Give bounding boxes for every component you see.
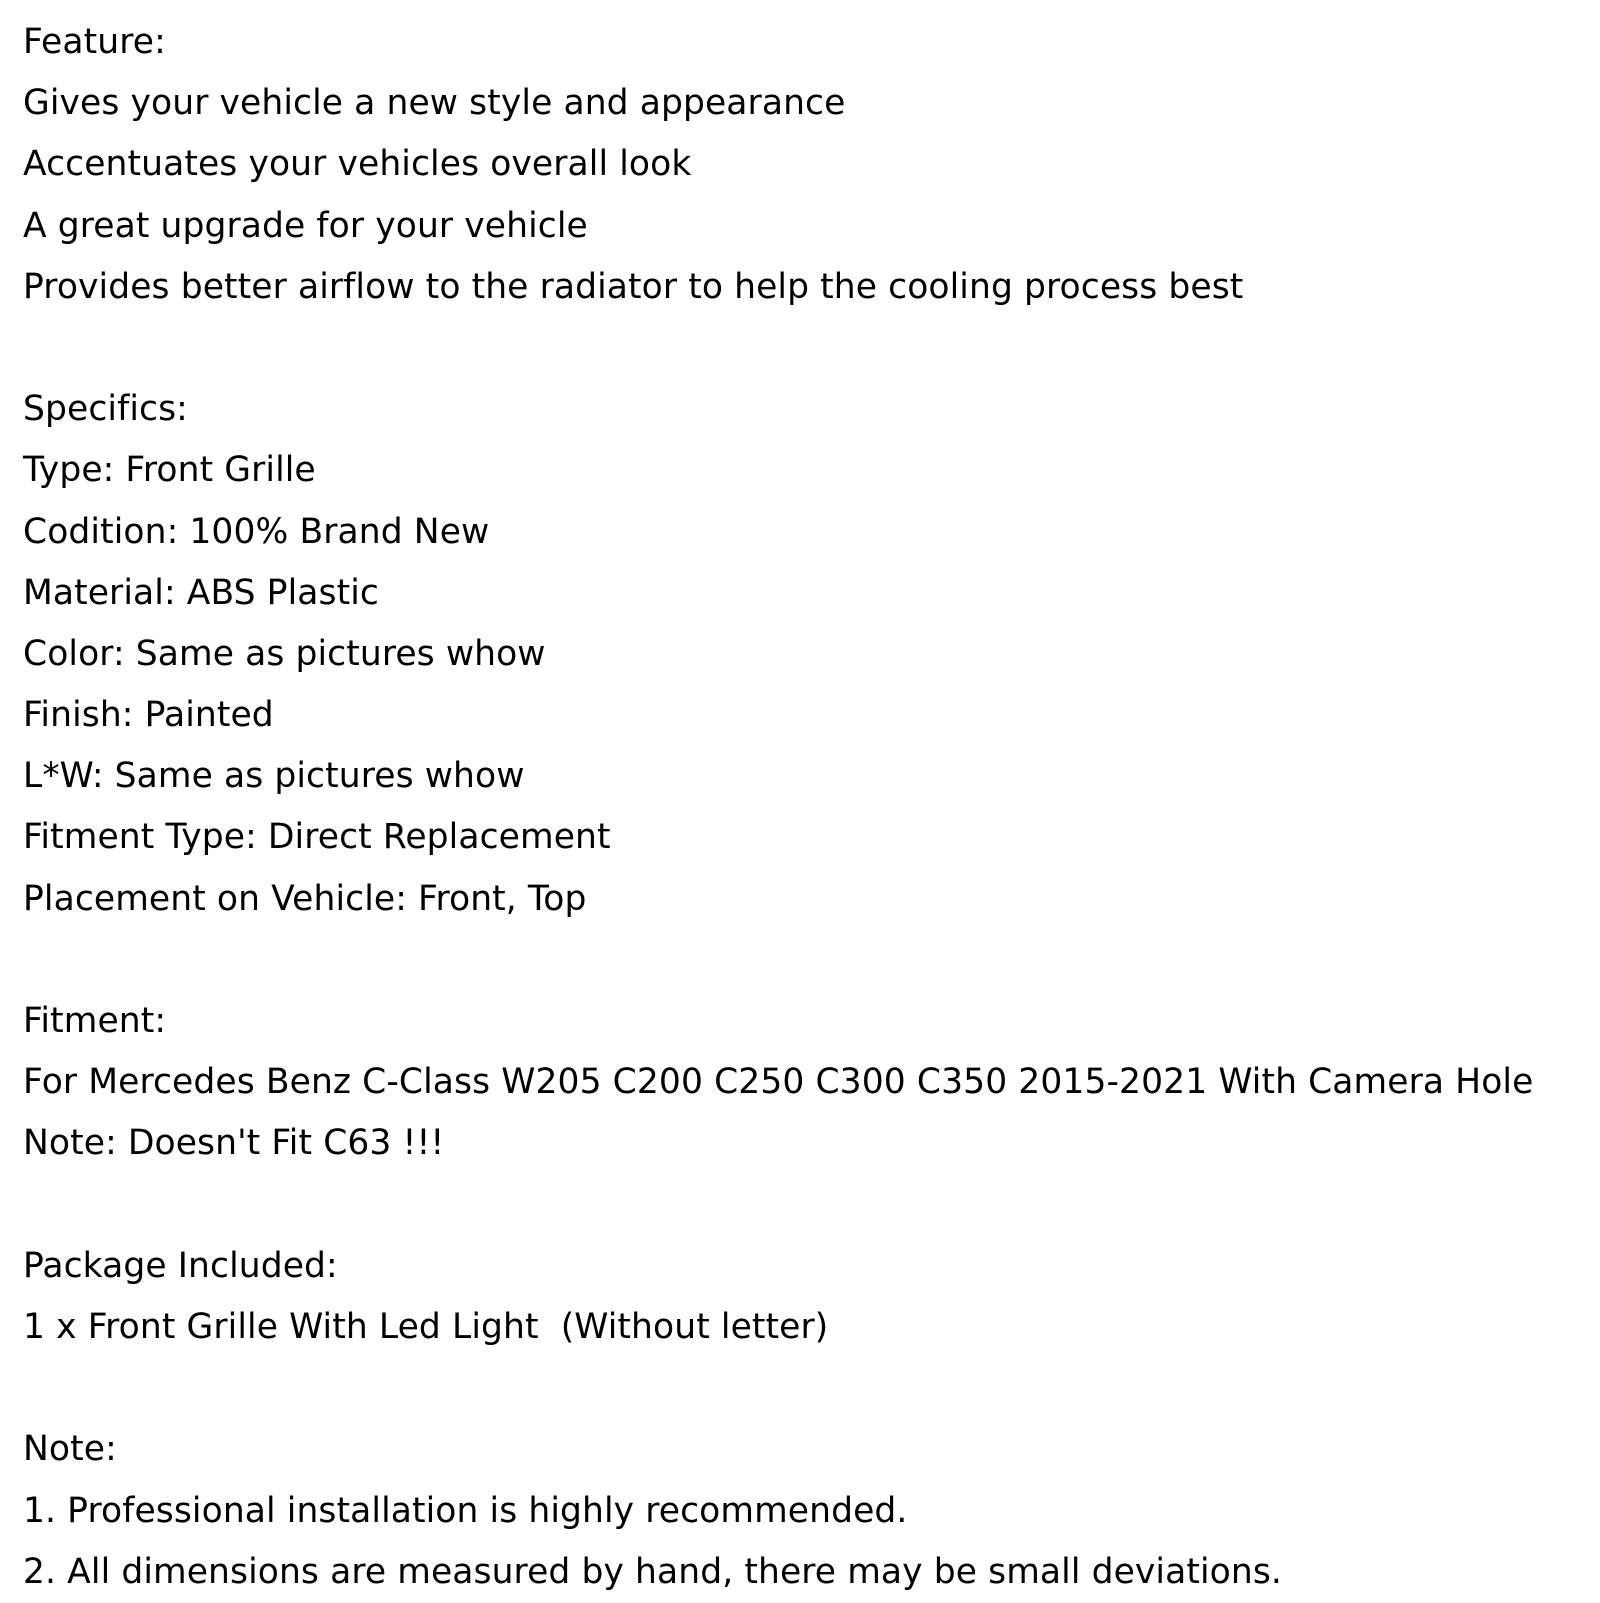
section-spacer xyxy=(23,1358,1593,1419)
feature-heading: Feature: xyxy=(23,22,166,62)
fitment-item: For Mercedes Benz C-Class W205 C200 C250 C300 C350 2015-2021 With Camera Hole xyxy=(23,1062,1534,1103)
feature-item: Accentuates your vehicles overall look xyxy=(23,144,692,185)
package-section xyxy=(23,1236,1593,1358)
feature-item: Gives your vehicle a new style and appearance xyxy=(23,83,846,124)
note-section xyxy=(23,1419,1593,1603)
specifics-item: Material: ABS Plastic xyxy=(23,572,379,613)
specifics-item: Fitment Type: Direct Replacement xyxy=(23,817,611,858)
note-heading: Note: xyxy=(23,1429,117,1470)
feature-section xyxy=(23,12,1593,318)
specifics-item: Type: Front Grille xyxy=(23,450,316,491)
specifics-item: Finish: Painted xyxy=(23,695,274,736)
feature-item: A great upgrade for your vehicle xyxy=(23,205,588,246)
fitment-section xyxy=(23,991,1593,1175)
specifics-heading: Specifics: xyxy=(23,389,188,430)
specifics-item: Color: Same as pictures whow xyxy=(23,633,546,674)
note-item: 1. Professional installation is highly recommended. xyxy=(23,1490,908,1531)
note-item: 2. All dimensions are measured by hand, there may be small deviations. xyxy=(23,1551,1282,1592)
section-spacer xyxy=(23,930,1593,991)
specifics-section xyxy=(23,379,1593,930)
section-spacer xyxy=(23,318,1593,379)
package-item: 1 x Front Grille With Led Light (Without letter) xyxy=(23,1306,829,1347)
fitment-note: Note: Doesn't Fit C63 !!! xyxy=(23,1123,445,1164)
specifics-item: Codition: 100% Brand New xyxy=(23,511,490,552)
specifics-item: L*W: Same as pictures whow xyxy=(23,756,525,797)
specifics-item: Placement on Vehicle: Front, Top xyxy=(23,878,587,919)
package-heading: Package Included: xyxy=(23,1245,338,1286)
fitment-heading: Fitment: xyxy=(23,1001,167,1041)
feature-item: Provides better airflow to the radiator to help the cooling process best xyxy=(23,266,1244,307)
product-description xyxy=(23,12,1593,1603)
section-spacer xyxy=(23,1175,1593,1236)
